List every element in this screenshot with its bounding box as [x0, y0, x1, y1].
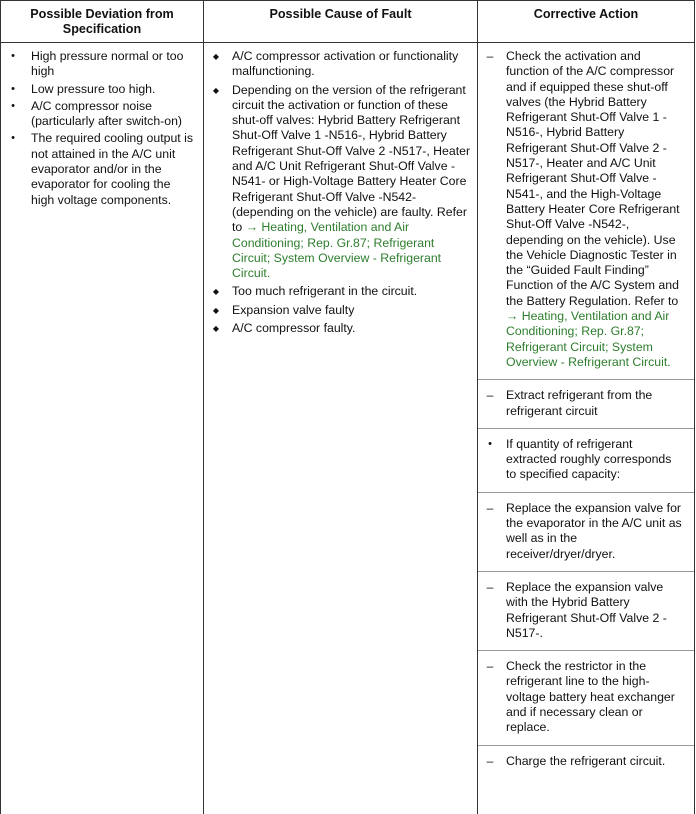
- deviation-cell: [1, 43, 204, 814]
- action-cell: [478, 43, 695, 814]
- list-item: • High pressure normal or too high: [1, 49, 203, 80]
- list-item: ◆ A/C compressor faulty.: [204, 321, 477, 336]
- dash-icon: –: [478, 754, 502, 769]
- bullet-icon: •: [478, 437, 502, 452]
- dash-icon: –: [478, 659, 502, 674]
- header-deviation: Possible Deviation from Specification: [1, 1, 204, 43]
- diamond-bullet-icon: ◆: [204, 303, 228, 318]
- list-item: • A/C compressor noise (particularly after switch-on): [1, 99, 203, 130]
- list-item: – Check the activation and function of the A/C compressor and if equipped these shut-off valves (the Hybrid Battery Refrigerant Shut-Off Valve 1 -N516-, Hybrid Battery Refrigerant Shut-Off Valve 2 -N517-, Heater and A/C Unit Refrigerant Shut-Off Valve -N541-, and the High-Voltage Battery Heater Core Refrigerant Shut-Off Valve -N542-, depending on the vehicle). Use the Vehicle Diagnostic Tester in the “Guided Fault Finding” Function of the A/C System and the Battery Regulation. Refer to → Heating, Ventilation and Air Conditioning; Rep. Gr.87; Refrigerant Circuit; System Overview - Refrigerant Circuit.: [478, 49, 694, 380]
- diamond-bullet-icon: ◆: [204, 284, 228, 299]
- list-item: ◆ Too much refrigerant in the circuit.: [204, 284, 477, 299]
- list-item: – Extract refrigerant from the refrigerant circuit: [478, 388, 694, 429]
- list-item: ◆ Expansion valve faulty: [204, 303, 477, 318]
- dash-icon: –: [478, 580, 502, 595]
- list-item: – Replace the expansion valve for the evaporator in the A/C unit as well as in the receiver/dryer/dryer.: [478, 501, 694, 572]
- header-action: Corrective Action: [478, 1, 695, 43]
- hvac-reference-link[interactable]: → Heating, Ventilation and Air Conditioning; Rep. Gr.87; Refrigerant Circuit; System Overview - Refrigerant Circuit: [506, 309, 669, 369]
- list-item: – Check the restrictor in the refrigerant line to the high-voltage battery heat exchanger and if necessary clean or replace.: [478, 659, 694, 745]
- list-item: – Charge the refrigerant circuit.: [478, 754, 694, 778]
- list-item: • The required cooling output is not attained in the A/C unit evaporator and/or in the evaporator for cooling the high voltage components.: [1, 131, 203, 207]
- diamond-bullet-icon: ◆: [204, 321, 228, 336]
- diamond-bullet-icon: ◆: [204, 49, 228, 64]
- list-item: ◆ Depending on the version of the refrigerant circuit the activation or function of these shut-off valves: Hybrid Battery Refrigerant Shut-Off Valve 1 -N516-, Hybrid Battery Refrigerant Shut-Off Valve 2 -N517-, Heater and A/C Unit Refrigerant Shut-Off Valve -N541- or High-Voltage Battery Heater Core Refrigerant Shut-Off Valve -N542- (depending on the vehicle) are faulty. Refer to → Heating, Ventilation and Air Conditioning; Rep. Gr.87; Refrigerant Circuit; System Overview - Refrigerant Circuit.: [204, 83, 477, 282]
- bullet-icon: •: [1, 49, 25, 64]
- list-item: • Low pressure too high.: [1, 82, 203, 97]
- dash-icon: –: [478, 49, 502, 64]
- hvac-reference-link[interactable]: → Heating, Ventilation and Air Conditioning; Rep. Gr.87; Refrigerant Circuit; System Overview - Refrigerant Circuit: [232, 220, 441, 280]
- dash-icon: –: [478, 501, 502, 516]
- list-item: • If quantity of refrigerant extracted roughly corresponds to specified capacity:: [478, 437, 694, 493]
- bullet-icon: •: [1, 82, 25, 97]
- bullet-icon: •: [1, 131, 25, 146]
- cause-cell: [204, 43, 478, 814]
- diamond-bullet-icon: ◆: [204, 83, 228, 98]
- list-item: ◆ A/C compressor activation or functionality malfunctioning.: [204, 49, 477, 80]
- list-item: – Replace the expansion valve with the Hybrid Battery Refrigerant Shut-Off Valve 2 -N517-.: [478, 580, 694, 651]
- dash-icon: –: [478, 388, 502, 403]
- bullet-icon: •: [1, 99, 25, 114]
- header-cause: Possible Cause of Fault: [204, 1, 478, 43]
